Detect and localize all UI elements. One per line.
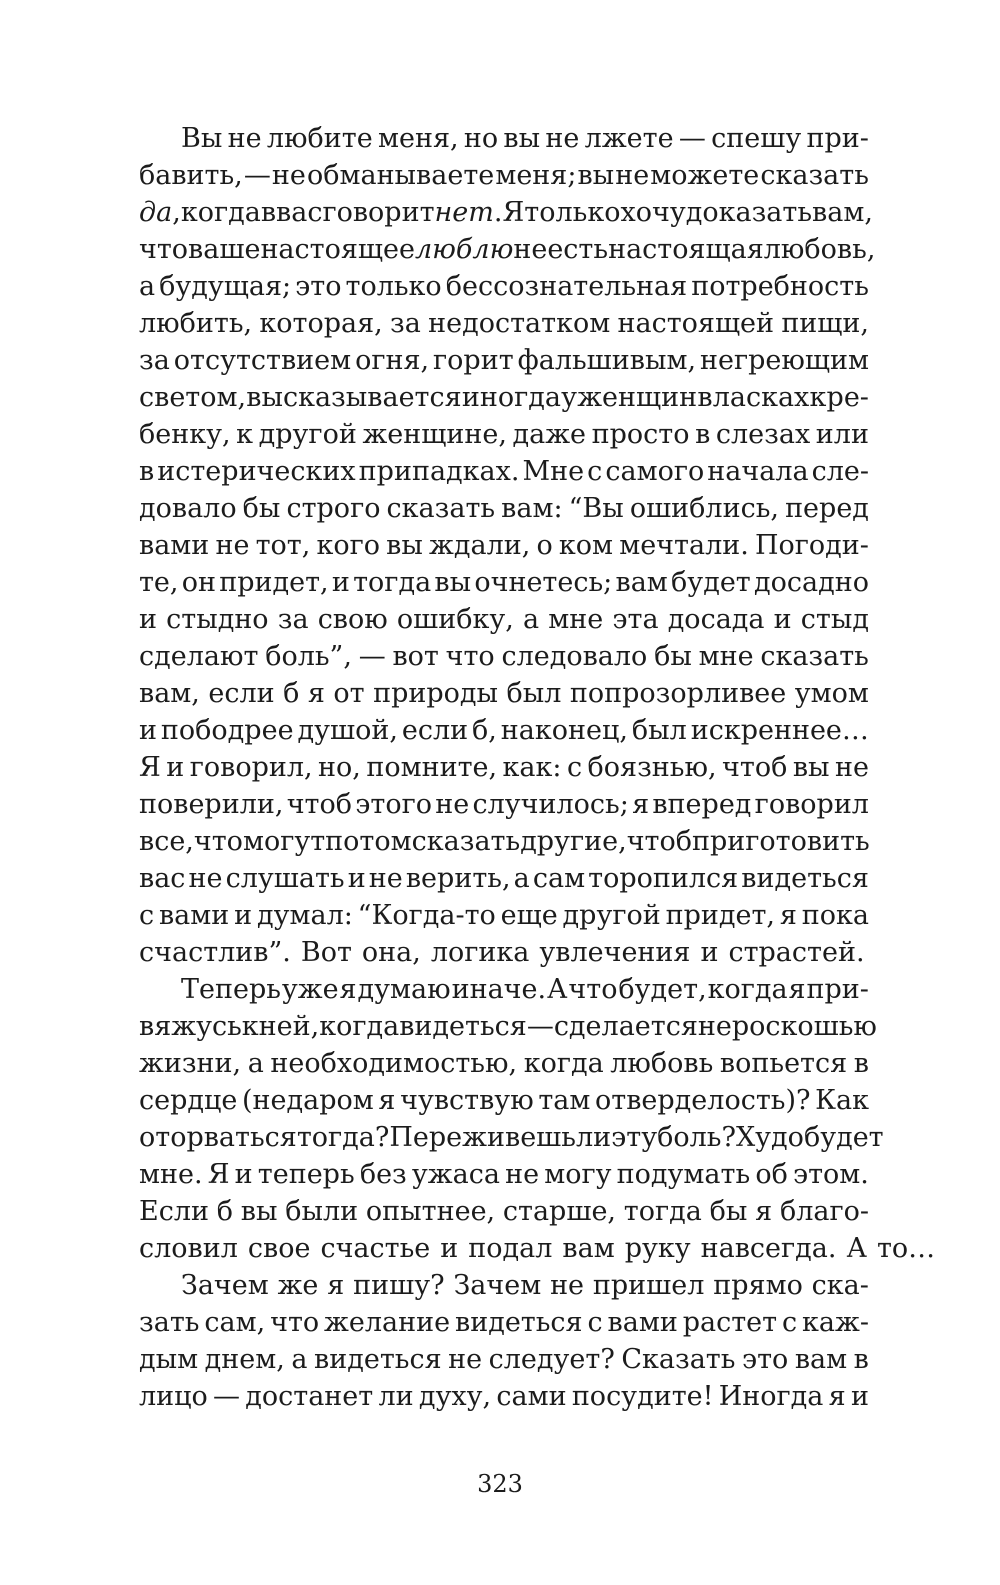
text-line: поверили, чтоб этого не случилось; я вперед говорил [139,789,869,820]
text-line: любить, которая, за недостатком настоящей пищи, [139,308,869,339]
text-line: вяжусь к ней, когда видеться — сделается не роскошью [139,1011,877,1042]
text-line: оторваться тогда? Переживешь ли эту боль? Худо будет [139,1122,884,1153]
text-line: за отсутствием огня, горит фальшивым, негреющим [139,345,869,376]
text-line: довало бы строго сказать вам: “Вы ошиблись, перед [139,493,869,524]
text-line: что ваше настоящее люблю не есть настоящая любовь, [139,234,876,265]
text-line: счастлив”. Вот она, логика увлечения и страстей. [139,937,865,968]
text-line: Зачем же я пишу? Зачем не пришел прямо ска- [181,1270,869,1301]
text-line: дым днем, а видеться не следует? Сказать это вам в [139,1344,869,1375]
text-line: жизни, а необходимостью, когда любовь вопьется в [139,1048,869,1079]
text-line: вам, если б я от природы был попрозорливее умом [139,678,869,709]
text-line: лицо — достанет ли духу, сами посудите! Иногда я и [139,1381,869,1412]
text-line: словил свое счастье и подал вам руку навсегда. А то… [139,1233,936,1264]
text-line: все, что могут потом сказать другие, чтоб приготовить [139,826,870,857]
text-line: Вы не любите меня, но вы не лжете — спешу при- [181,123,869,154]
page-number: 323 [477,1470,523,1498]
text-line: бавить, — не обманываете меня; вы не можете сказать [139,160,869,191]
text-line: бенку, к другой женщине, даже просто в слезах или [139,419,869,450]
text-line: в истерических припадках. Мне с самого начала сле- [139,456,869,487]
text-line: сделают боль”, — вот что следовало бы мне сказать [139,641,869,672]
text-line: те, он придет, и тогда вы очнетесь; вам будет досадно [139,567,869,598]
text-line: вас не слушать и не верить, а сам торопился видеться [139,863,869,894]
body-text [139,120,936,1415]
text-line: с вами и думал: “Когда-то еще другой придет, я пока [139,900,869,931]
text-line: Если б вы были опытнее, старше, тогда бы я благо- [139,1196,869,1227]
text-line: вами не тот, кого вы ждали, о ком мечтали. Погоди- [139,530,869,561]
text-line: зать сам, что желание видеться с вами растет с каж- [139,1307,869,1338]
text-line: да, когда в вас говорит нет. Я только хочу доказать вам, [139,197,873,228]
text-line: а будущая; это только бессознательная потребность [139,271,869,302]
text-line: мне. Я и теперь без ужаса не могу подумать об этом. [139,1159,869,1190]
text-line: Я и говорил, но, помните, как: с боязнью, чтоб вы не [139,752,869,783]
text-line: Теперь уже я думаю иначе. А что будет, когда я при- [181,974,869,1005]
text-line: и стыдно за свою ошибку, а мне эта досада и стыд [139,604,869,635]
text-line: светом, высказывается иногда у женщин в ласках к ре- [139,382,869,413]
text-line: сердце (недаром я чувствую там отверделость)? Как [139,1085,869,1116]
text-line: и пободрее душой, если б, наконец, был искреннее… [139,715,869,746]
